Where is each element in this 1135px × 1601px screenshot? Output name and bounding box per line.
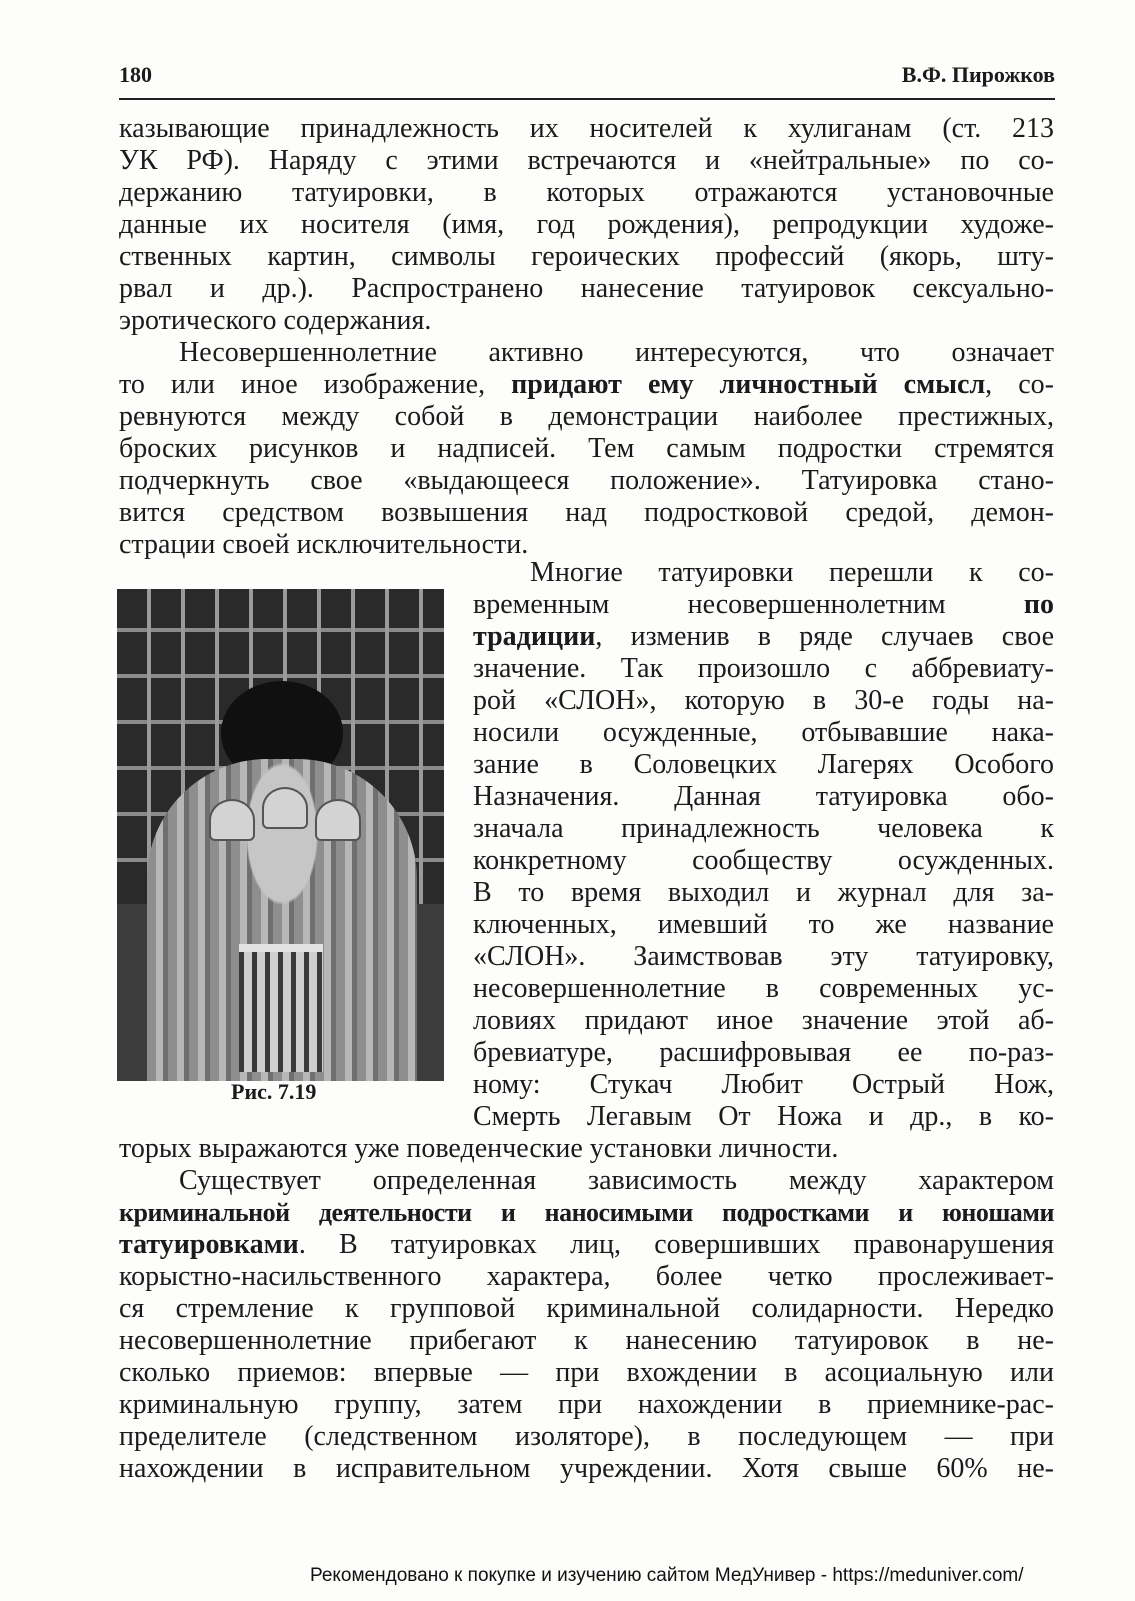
emphasis-text: придают ему личностный смысл: [511, 369, 986, 400]
text-line: ловиях придают иное значение этой аб-: [473, 1005, 1054, 1036]
church-dome-tattoo: [209, 799, 255, 841]
text-line: временным несовершеннолетним по: [473, 589, 1054, 620]
text-line: конкретному сообществу осужденных.: [473, 845, 1054, 876]
footer-recommendation: Рекомендовано к покупке и изучению сайтом МедУнивер - https://meduniver.com/: [310, 1565, 1024, 1586]
emphasis-text: по: [1023, 589, 1054, 620]
text-line: Несовершеннолетние активно интересуются, что означает: [179, 337, 1054, 368]
text-line: ся стремление к групповой криминальной солидарности. Нередко: [119, 1293, 1054, 1324]
text-line: Существует определенная зависимость между характером: [179, 1165, 1054, 1196]
gate-tattoo: [239, 944, 323, 1072]
text-line: ственных картин, символы героических профессий (якорь, шту-: [119, 241, 1054, 272]
church-dome-tattoo: [315, 799, 361, 841]
emphasis-text: татуировками: [119, 1229, 299, 1260]
text-line: то или иное изображение, придают ему личностный смысл, со-: [119, 369, 1054, 400]
figure-photo-tattooed-back: [117, 589, 444, 1081]
text-line: броских рисунков и надписей. Тем самым подростки стремятся: [119, 433, 1054, 464]
text-line: В то время выходил и журнал для за-: [473, 877, 1054, 908]
church-dome-tattoo: [262, 787, 308, 829]
emphasis-text: криминальной деятельности и наносимыми подростками и юношами: [119, 1198, 1054, 1227]
text-line: Многие татуировки перешли к со-: [530, 557, 1054, 588]
text-line: несовершеннолетние прибегают к нанесению татуировок в не-: [119, 1325, 1054, 1356]
text-line: Назначения. Данная татуировка обо-: [473, 781, 1054, 812]
text-line: держанию татуировки, в которых отражаются установочные: [119, 177, 1054, 208]
running-head-author: В.Ф. Пирожков: [901, 62, 1055, 87]
text-line: криминальную группу, затем при нахождении в приемнике-рас-: [119, 1389, 1054, 1420]
text-line: сколько приемов: впервые — при вхождении в асоциальную или: [119, 1357, 1054, 1388]
text-line: значала принадлежность человека к: [473, 813, 1054, 844]
text-line: казывающие принадлежность их носителей к хулиганам (ст. 213: [119, 113, 1054, 144]
text-line: значение. Так произошло с аббревиату-: [473, 653, 1054, 684]
text-line: носили осужденные, отбывавшие нака-: [473, 717, 1054, 748]
emphasis-text: традиции: [473, 621, 596, 652]
figure-caption: Рис. 7.19: [231, 1079, 317, 1104]
text-line: бревиатуре, расшифровывая ее по-раз-: [473, 1037, 1054, 1068]
text-line: нахождении в исправительном учреждении. Хотя свыше 60% не-: [119, 1453, 1054, 1484]
text-line: рой «СЛОН», которую в 30-е годы на-: [473, 685, 1054, 716]
text-line: УК РФ). Наряду с этими встречаются и «нейтральные» по со-: [119, 145, 1054, 176]
text-line: данные их носителя (имя, год рождения), репродукции художе-: [119, 209, 1054, 240]
text-line: ному: Стукач Любит Острый Нож,: [473, 1069, 1054, 1100]
text-line: Смерть Легавым От Ножа и др., в ко-: [473, 1101, 1054, 1132]
text-line: корыстно-насильственного характера, более четко прослеживает-: [119, 1261, 1054, 1292]
page-header: [119, 58, 1055, 100]
text-line: несовершеннолетние в современных ус-: [473, 973, 1054, 1004]
text-line: зание в Соловецких Лагерях Особого: [473, 749, 1054, 780]
text-line: татуировками. В татуировках лиц, совершивших правонарушения: [119, 1229, 1054, 1260]
text-line: пределителе (следственном изоляторе), в последующем — при: [119, 1421, 1054, 1452]
text-line: вится средством возвышения над подростковой средой, демон-: [119, 497, 1054, 528]
text-line: [119, 1197, 1054, 1229]
text-line: эротического содержания.: [119, 305, 432, 336]
text-line: ключенных, имевший то же название: [473, 909, 1054, 940]
text-line: традиции, изменив в ряде случаев свое: [473, 621, 1054, 652]
text-line: «СЛОН». Заимствовав эту татуировку,: [473, 941, 1054, 972]
text-line: подчеркнуть свое «выдающееся положение». Татуировка стано-: [119, 465, 1054, 496]
page-number: 180: [119, 62, 152, 87]
text-line: ревнуются между собой в демонстрации наиболее престижных,: [119, 401, 1054, 432]
text-line: страции своей исключительности.: [119, 529, 529, 560]
text-line: рвал и др.). Распространено нанесение татуировок сексуально-: [119, 273, 1054, 304]
text-line: торых выражаются уже поведенческие установки личности.: [119, 1133, 839, 1164]
